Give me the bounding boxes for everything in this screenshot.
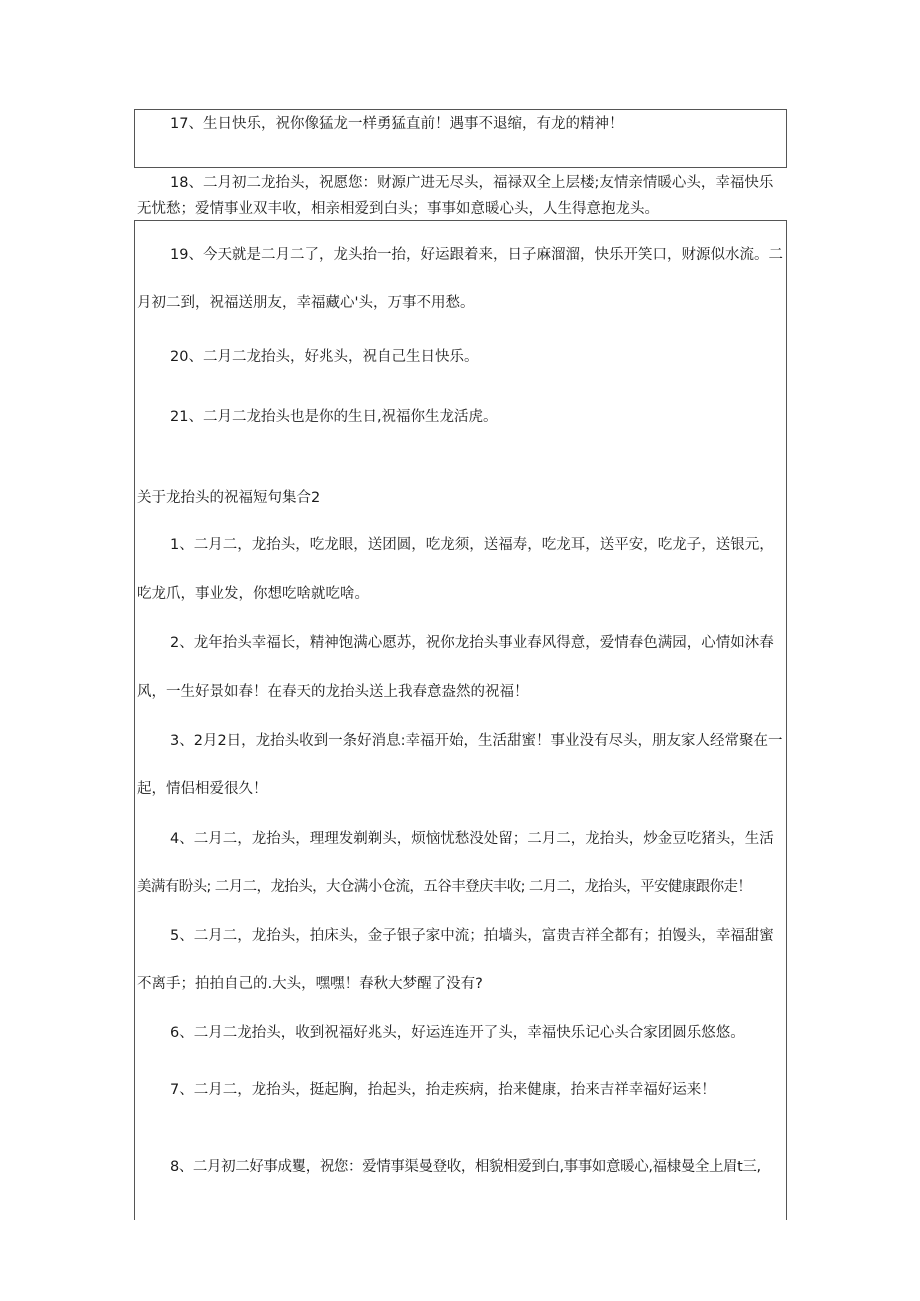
wish-1-line1: 1、二月二，龙抬头，吃龙眼，送团圆，吃龙须，送福寿，吃龙耳，送平安，吃龙子，送银元， [170,537,774,553]
wish-6: 6、二月二龙抬头，收到祝福好兆头，好运连连开了头，幸福快乐记心头合家团圆乐悠悠。 [170,1025,745,1041]
wish-4-line1: 4、二月二，龙抬头，理理发剃剃头，烦恼忧愁没处留；二月二，龙抬头，炒金豆吃猪头，生活 [170,831,774,847]
wish-5-line2: 不离手；拍拍自己的.大头，嘿嘿！春秋大梦醒了没有? [137,976,483,992]
wish-18-line1: 18、二月初二龙抬头，祝愿您：财源广进无尽头，福禄双全上层楼;友情亲情暖心头，幸福快乐 [170,175,774,191]
wish-3-line2: 起，情侣相爱很久！ [137,781,268,797]
wish-17: 17、生日快乐，祝你像猛龙一样勇猛直前！遇事不退缩，有龙的精神！ [170,116,624,132]
wish-2-line1: 2、龙年抬头幸福长，精神饱满心愿苏，祝你龙抬头事业春风得意，爱情春色满园，心情如沐春 [170,635,774,651]
wish-20: 20、二月二龙抬头，好兆头，祝自己生日快乐。 [170,349,479,365]
wish-7: 7、二月二，龙抬头，挺起胸，抬起头，抬走疾病，抬来健康，抬来吉祥幸福好运来！ [170,1082,716,1098]
wish-8: 8、二月初二好事成矍，祝您：爱情事渠曼登收，相貌相爱到白,事事如意暖心,福棣曼全上眉t三, [170,1159,761,1175]
wish-19-line1: 19、今天就是二月二了，龙头抬一抬，好运跟着来，日子麻溜溜，快乐开笑口，财源似水流。二 [170,247,783,263]
wish-21: 21、二月二龙抬头也是你的生日,祝福你生龙活虎。 [170,409,498,425]
wish-1-line2: 吃龙爪，事业发，你想吃啥就吃啥。 [137,586,369,602]
wish-18-line2: 无忧愁；爱情事业双丰收，相亲相爱到白头；事事如意暖心头，人生得意抱龙头。 [137,201,659,217]
wish-2-line2: 风，一生好景如春！在春天的龙抬头送上我春意盎然的祝福！ [137,684,529,700]
wish-5-line1: 5、二月二，龙抬头，拍床头，金子银子家中流；拍墙头，富贵吉祥全都有；拍馒头，幸福甜蜜 [170,928,774,944]
table-cell-main [134,220,787,1220]
wish-19-line2: 月初二到，祝福送朋友，幸福藏心'头，万事不用愁。 [137,295,475,311]
section-title: 关于龙抬头的祝福短句集合2 [137,490,321,506]
wish-4-line2: 美满有盼头; 二月二，龙抬头，大仓满小仓流，五谷丰登庆丰收; 二月二，龙抬头，平安健康跟你走！ [137,879,752,895]
wish-3-line1: 3、2月2日，龙抬头收到一条好消息:幸福开始，生活甜蜜！事业没有尽头，朋友家人经常聚在一 [170,733,783,749]
